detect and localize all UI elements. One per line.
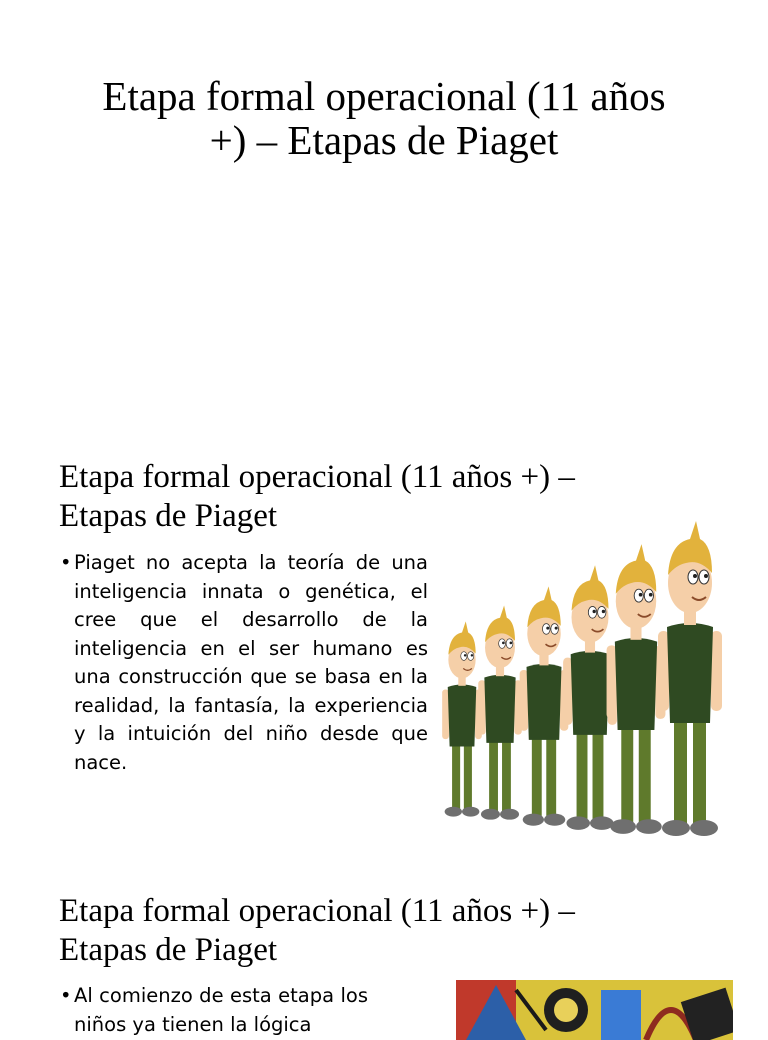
- abstract-painting: [456, 980, 733, 1040]
- bullet-text: Piaget no acepta la teoría de una inteligencia innata o genética, el cree que el desarrollo de la inteligencia en el ser humano es una construcción que se basa en la realidad, la fantasía, la experiencia y la intuición del niño desde que nace.: [74, 551, 428, 774]
- boy-figure: [442, 621, 482, 816]
- bullet-text: Al comienzo de esta etapa los niños ya tienen la lógica: [74, 984, 368, 1036]
- title-slide: [0, 0, 768, 430]
- slide-heading: Etapa formal operacional (11 años +) – Etapas de Piaget: [59, 459, 575, 534]
- bullet-item: [60, 982, 368, 1039]
- bullet-marker: •: [60, 551, 72, 574]
- boy-figure: [607, 544, 666, 834]
- slide-title: Etapa formal operacional (11 años +) – Etapas de Piaget: [102, 73, 666, 163]
- bullet-item: [60, 549, 428, 777]
- boy-figure: [520, 586, 569, 825]
- bullet-marker: •: [60, 984, 72, 1007]
- growing-boys-illustration: [440, 515, 730, 865]
- content-slide: [0, 870, 768, 1036]
- boy-figure: [478, 605, 522, 819]
- boy-figure: [658, 521, 722, 836]
- content-slide: [0, 430, 768, 870]
- slide-heading: Etapa formal operacional (11 años +) – Etapas de Piaget: [59, 893, 575, 968]
